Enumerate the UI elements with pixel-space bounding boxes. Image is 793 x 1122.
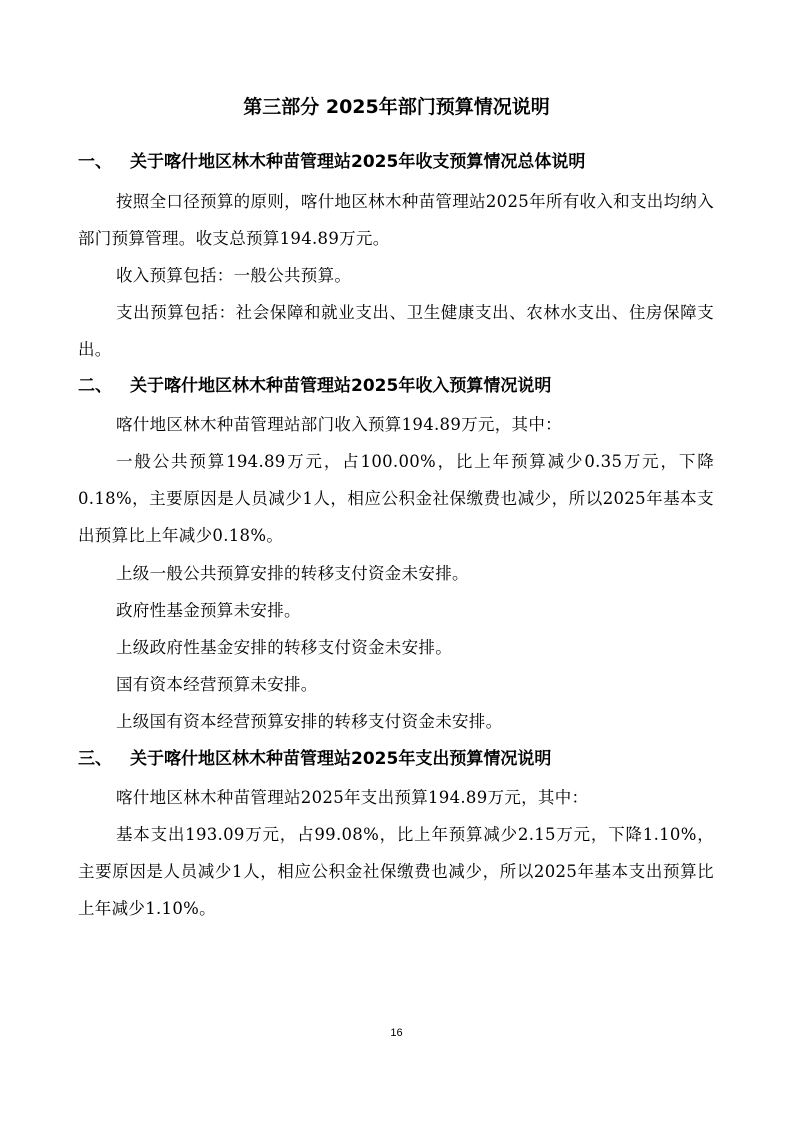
paragraph: 支出预算包括：社会保障和就业支出、卫生健康支出、农林水支出、住房保障支出。 [78, 303, 714, 359]
section-2-number: 二、 [78, 376, 112, 396]
section-3-number: 三、 [78, 749, 112, 769]
paragraph: 一般公共预算194.89万元，占100.00%，比上年预算减少0.35万元，下降0.18%，主要原因是人员减少1人，相应公积金社保缴费也减少，所以2025年基本支出预算比上年减少0.18%。 [78, 452, 714, 545]
paragraph: 政府性基金预算未安排。 [116, 601, 301, 620]
section-3-heading-text: 关于喀什地区林木种苗管理站2025年支出预算情况说明 [130, 749, 552, 769]
page-title: 第三部分 2025年部门预算情况说明 [243, 96, 550, 118]
paragraph: 按照全口径预算的原则，喀什地区林木种苗管理站2025年所有收入和支出均纳入部门预算管理。收支总预算194.89万元。 [78, 192, 714, 248]
section-1-heading-text: 关于喀什地区林木种苗管理站2025年收支预算情况总体说明 [130, 152, 586, 172]
section-1-number: 一、 [78, 152, 112, 172]
section-2-heading-text: 关于喀什地区林木种苗管理站2025年收入预算情况说明 [130, 376, 552, 396]
paragraph: 喀什地区林木种苗管理站2025年支出预算194.89万元，其中： [116, 788, 589, 807]
page-number: 16 [390, 1027, 403, 1039]
paragraph: 上级一般公共预算安排的转移支付资金未安排。 [116, 564, 469, 583]
paragraph: 上级政府性基金安排的转移支付资金未安排。 [116, 638, 452, 657]
paragraph: 基本支出193.09万元，占99.08%，比上年预算减少2.15万元，下降1.10%，主要原因是人员减少1人，相应公积金社保缴费也减少，所以2025年基本支出预算比上年减少1.10%。 [78, 825, 714, 918]
section-1-heading [78, 149, 718, 175]
section-3-heading [78, 746, 718, 772]
paragraph: 收入预算包括：一般公共预算。 [116, 266, 352, 285]
paragraph: 喀什地区林木种苗管理站部门收入预算194.89万元，其中： [116, 415, 562, 434]
section-2-heading [78, 373, 718, 399]
paragraph: 上级国有资本经营预算安排的转移支付资金未安排。 [116, 712, 503, 731]
paragraph: 国有资本经营预算未安排。 [116, 675, 318, 694]
